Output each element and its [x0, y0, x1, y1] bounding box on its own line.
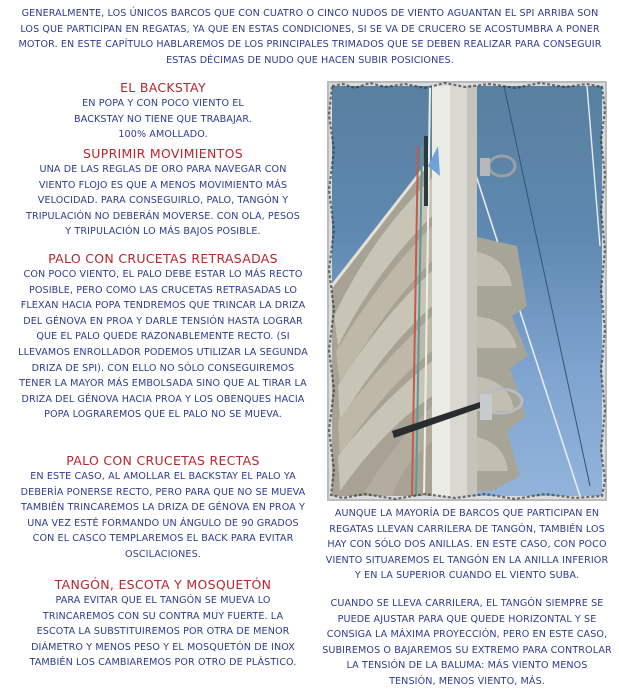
- mast-illustration: [332, 86, 602, 496]
- section-tangon-escota: [18, 577, 308, 671]
- section-crucetas-rectas: [18, 453, 308, 563]
- right-paragraph-carrilera: [322, 596, 612, 690]
- section-body: PARA EVITAR QUE EL TANGÓN SE MUEVA LO TRINCAREMOS CON SU CONTRA MUY FUERTE. LA ESCOTA LA SUBSTITUIREMOS POR OTRA DE MENOR DIÁMETRO Y MENOS PESO Y EL MOSQUETÓN DE INOX TAMBIÉN LOS CAMBIAREMOS POR OTRO DE PLÁSTICO.: [29, 595, 297, 669]
- section-heading: TANGÓN, ESCOTA Y MOSQUETÓN: [54, 577, 272, 592]
- mast-fitting-top: [480, 156, 515, 176]
- section-heading: PALO CON CRUCETAS RETRASADAS: [48, 251, 278, 266]
- shroud-line: [587, 86, 600, 246]
- section-body: EN POPA Y CON POCO VIENTO EL BACKSTAY NO TIENE QUE TRABAJAR. 100% AMOLLADO.: [74, 98, 252, 141]
- section-crucetas-retrasadas: [18, 251, 308, 423]
- section-suprimir-movimientos: [18, 146, 308, 240]
- section-body: AUNQUE LA MAYORÍA DE BARCOS QUE PARTICIPAN EN REGATAS LLEVAN CARRILERA DE TANGÓN, TAMBIÉN LOS HAY CON SÓLO DOS ANILLAS. EN ESTE CASO, CON POCO VIENTO SITUAREMOS EL TANGÓN EN LA ANILLA INFERIOR Y EN LA SUPERIOR CUANDO EL VIENTO SUBA.: [325, 508, 609, 582]
- folded-sail-right: [472, 236, 528, 491]
- mast-sail-photo: [332, 86, 602, 496]
- intro-paragraph: GENERALMENTE, LOS ÚNICOS BARCOS QUE CON CUATRO O CINCO NUDOS DE VIENTO AGUANTAN EL SPI ARRIBA SON LOS QUE PARTICIPAN EN REGATAS, YA QUE EN ESTAS CONDICIONES, SI SE VA DE CRUCERO SE ACOSTUMBRA A PONER MOTOR. EN ESTE CAPÍTULO HABLAREMOS DE LOS PRINCIPALES TRIMADOS QUE SE DEBEN REALIZAR PARA CONSEGUIR ESTAS DÉCIMAS DE NUDO QUE HACEN SUBIR POSICIONES.: [18, 8, 602, 66]
- section-heading: SUPRIMIR MOVIMIENTOS: [83, 146, 243, 161]
- section-backstay: [18, 80, 308, 143]
- right-paragraph-anillas: [322, 506, 612, 584]
- section-body: UNA DE LAS REGLAS DE ORO PARA NAVEGAR CON VIENTO FLOJO ES QUE A MENOS MOVIMIENTO MÁS VELOCIDAD. PARA CONSEGUIRLO, PALO, TANGÓN Y TRIPULACIÓN NO DEBERÁN MOVERSE. CON OLA, PESOS Y TRIPULACIÓN LO MÁS BAJOS POSIBLE.: [26, 164, 300, 238]
- section-body: EN ESTE CASO, AL AMOLLAR EL BACKSTAY EL PALO YA DEBERÍA PONERSE RECTO, PERO PARA QUE NO SE MUEVA TAMBIÉN TRINCAREMOS LA DRIZA DE GÉNOVA EN PROA Y UNA VEZ ESTÉ FORMANDO UN ÁNGULO DE 90 GRADOS CON EL CASCO TEMPLAREMOS EL BACK PARA EVITAR OSCILACIONES.: [20, 471, 306, 560]
- section-body: CUANDO SE LLEVA CARRILERA, EL TANGÓN SIEMPRE SE PUEDE AJUSTAR PARA QUE QUEDE HORIZONTAL Y SE CONSIGA LA MÁXIMA PROYECCIÓN, PERO EN ESTE CASO, SUBIREMOS O BAJAREMOS SU EXTREMO PARA CONTROLAR LA TENSIÓN DE LA BALUMA: MÁS VIENTO MENOS TENSIÓN, MENOS VIENTO, MÁS.: [322, 598, 612, 687]
- section-heading: EL BACKSTAY: [120, 80, 206, 95]
- section-body: CON POCO VIENTO, EL PALO DEBE ESTAR LO MÁS RECTO POSIBLE, PERO COMO LAS CRUCETAS RETRASADAS LO FLEXAN HACIA POPA TENDREMOS QUE TRINCAR LA DRIZA DEL GÉNOVA EN PROA Y DARLE TENSIÓN HASTA LOGRAR QUE EL PALO QUEDE RAZONABLEMENTE RECTO. (SI LLEVAMOS ENROLLADOR PODEMOS UTILIZAR LA SEGUNDA DRIZA DE SPI). CON ELLO NO SÓLO CONSEGUIREMOS TENER LA MAYOR MÁS EMBOLSADA SINO QUE AL TIRAR LA DRIZA DEL GÉNOVA HACIA PROA Y LOS OBENQUES HACIA POPA LOGRAREMOS QUE EL PALO NO SE MUEVA.: [18, 269, 308, 421]
- section-heading: PALO CON CRUCETAS RECTAS: [66, 453, 260, 468]
